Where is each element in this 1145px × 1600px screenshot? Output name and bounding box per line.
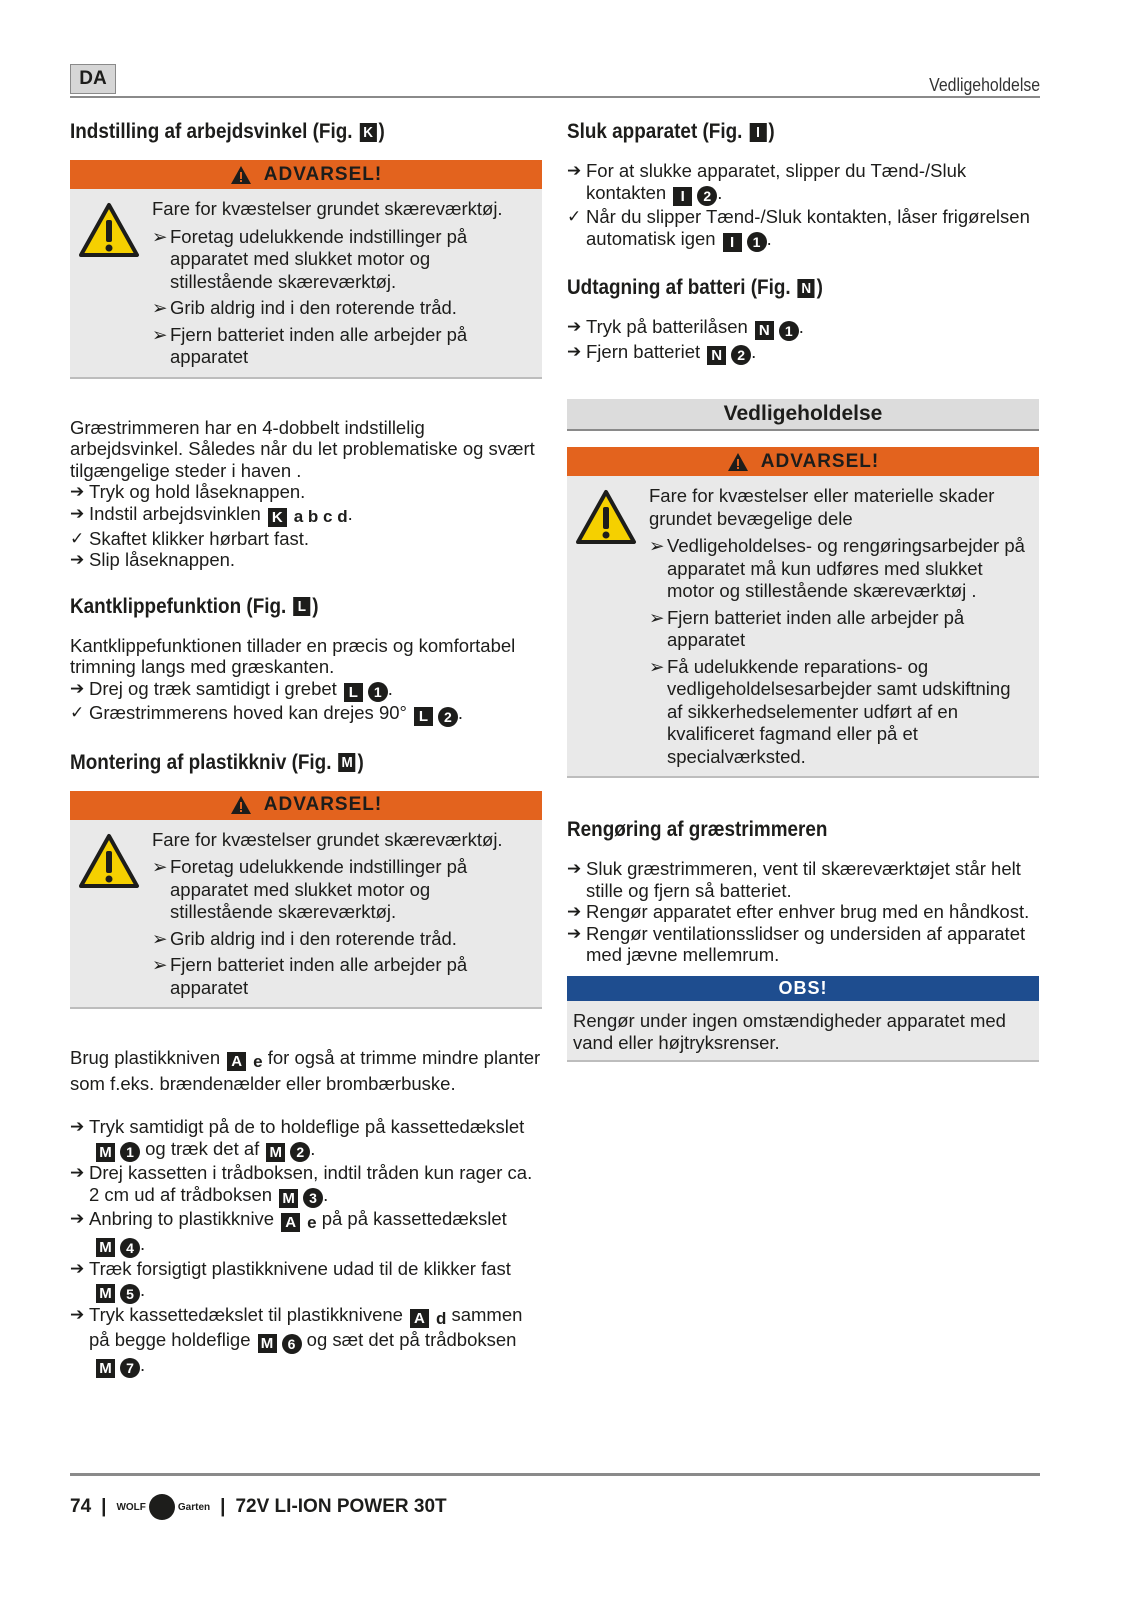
result: Når du slipper Tænd-/Sluk kontakten, låser frigørelsen automatisk igen I 1 . [586,206,1030,251]
notice-box [567,976,1039,1062]
heading-working-angle: Indstilling af arbejdsvinkel (Fig. K ) [70,120,385,143]
warning-sign-icon [78,202,140,258]
warning-intro: Fare for kvæstelser grundet skæreværktøj. [152,198,503,219]
section-title-maintenance: Vedligeholdelse [567,399,1039,431]
step: Sluk græstrimmeren, vent til skæreværktøjet står helt stille og fjern så batteriet. [586,858,1021,901]
warning-header: ADVARSEL! [70,791,542,820]
running-header: Vedligeholdelse [929,75,1040,95]
footer [70,1494,447,1520]
footer-separator: | [220,1496,226,1517]
heading-remove-battery: Udtagning af batteri (Fig. N ) [567,276,823,299]
warning-header: ADVARSEL! [567,447,1039,476]
step: Tryk på batterilåsen N 1 . [586,316,804,339]
warning-item: Grib aldrig ind i den roterende tråd. [170,297,457,318]
warning-item: Grib aldrig ind i den roterende tråd. [170,927,457,949]
heading-cleaning: Rengøring af græstrimmeren [567,818,828,841]
footer-separator: | [101,1496,107,1517]
warning-item: Fjern batteriet inden alle arbejder på apparatet [170,954,468,998]
warning-triangle-icon [230,165,252,185]
step: Tryk samtidigt på de to holdeflige på kassettedækslet M 1 og træk det af M 2 . [89,1116,525,1161]
heading-plastic-knife: Montering af plastikkniv (Fig. M ) [70,750,364,774]
step: Fjern batteriet N 2 . [586,340,757,364]
heading-switch-off: Sluk apparatet (Fig. I ) [567,120,775,143]
left-column: Indstilling af arbejdsvinkel (Fig. K ) ADVARSEL! Fare for kvæstelser grundet skæreværktøj. ➢ Foretag udelukkende indstillinger på apparatet med slukket motor og stillestående skæreværktøj. ➢ Grib aldrig ind i den roterende tråd. ➢ Fjern batteriet inden alle arbejder på apparatet Græstrimmeren har en 4-dobbelt indstillelig arbejdsvinkel. Således når du let problematiske og svært tilgængelige steder i haven . ➔ Tryk og hold låseknappen. ➔ Indstil arbejdsvinklen K a b c d . ✓ Skaftet klikker hørbart fast. ➔ Slip låseknappen. Kantklippefunktion (Fig. L ) Kantklippefunktionen tillader en præcis og komfortabel trimning langs med græskanten. ➔ Drej og træk samtidigt i grebet L 1 . ✓ Græstrimmerens hoved kan drejes 90° L 2 . Montering af plastikkniv (Fig. M ) ADVARSEL! Fare for kvæstelser grundet skæreværktøj. ➢ Foretag udelukkende indstillinger på apparatet med slukket motor og stillestående skæreværktøj. ➢ Grib aldrig ind i den roterende tråd. ➢ Fjern batteriet inden alle arbejder på apparatet Brug plastikkniven A e for også at trimme mindre planter som f.eks. brændenælder eller brombærbuske. ➔ Tryk samtidigt på de to holdeflige på kassettedækslet M 1 og træk det af M 2 . ➔ Drej kassetten i trådboksen, indtil tråden kun rager ca. 2 cm ud af trådboksen M 3 . ➔ Anbring to plastikknive A e på på kassettedækslet M 4 . ➔ Træk forsigtigt plastikknivene udad til de klikker fast M 5 . ➔ Tryk kassettedækslet til plastikknivene A d sammen på begge holdeflige M 6 og sæt det på trådboksen M 7 . [70,120,541,1377]
footer-rule [70,1473,1040,1476]
right-column: Sluk apparatet (Fig. I ) ➔ For at slukke apparatet, slipper du Tænd-/Sluk kontakten I 2 . ✓ Når du slipper Tænd-/Sluk kontakten, låser frigørelsen automatisk igen I 1 . Udtagning af batteri (Fig. N ) ➔ Tryk på batterilåsen N 1 . ➔ Fjern batteriet N 2 . Vedligeholdelse ADVARSEL! Fare for kvæstelser eller materielle skader grundet bevægelige dele ➢ Vedligeholdelses- og rengøringsarbejder på apparatet må kun udføres med slukket motor og stillestående skæreværktøj . ➢ Fjern batteriet inden alle arbejder på apparatet ➢ Få udelukkende reparations- og vedligeholdelsesarbejder samt udskiftning af sikkerhedselementer udført af en kvalificeret fagmand eller på et specialværksted. Rengøring af græstrimmeren ➔ Sluk græstrimmeren, vent til skæreværktøjet står helt stille og fjern så batteriet. ➔ Rengør apparatet efter enhver brug med en håndkost. ➔ Rengør ventilationsslidser og undersiden af apparatet med jævne mellemrum. OBS! Rengør under ingen omstændigheder apparatet med vand eller højtryksrenser. [567,118,1039,1062]
warning-box-2: ADVARSEL! Fare for kvæstelser grundet skæreværktøj. ➢ Foretag udelukkende indstillinger på apparatet med slukket motor og stillestående skæreværktøj. ➢ Grib aldrig ind i den roterende tråd. ➢ Fjern batteriet inden alle arbejder på apparatet [70,791,542,1010]
warning-item: Foretag udelukkende indstillinger på apparatet med slukket motor og stillestående skæreværktøj. [170,856,468,923]
warning-item: Foretag udelukkende indstillinger på apparatet med slukket motor og stillestående skæreværktøj. [170,225,468,292]
step: Træk forsigtigt plastikknivene udad til de klikker fast M 5 . [89,1257,511,1303]
step: Drej og træk samtidigt i grebet L 1 . [89,677,393,701]
warning-item: Vedligeholdelses- og rengøringsarbejder på apparatet må kun udføres med slukket motor og stillestående skæreværktøj . [667,535,1025,601]
header-rule [70,96,1040,98]
result: Skaftet klikker hørbart fast. [89,527,310,549]
notice-header: OBS! [567,976,1039,1001]
step: Tryk og hold låseknappen. [89,481,306,502]
warning-triangle-icon [230,795,252,815]
warning-triangle-icon [727,452,749,472]
step: Slip låseknappen. [89,549,236,571]
language-tag: DA [70,64,116,94]
step: Rengør ventilationsslidser og undersiden af apparatet med jævne mellemrum. [586,922,1026,965]
step: Rengør apparatet efter enhver brug med en håndkost. [586,901,1030,922]
page-number: 74 [70,1496,92,1517]
product-name: 72V LI-ION POWER 30T [235,1496,447,1517]
warning-item: Få udelukkende reparations- og vedligeholdelsesarbejder samt udskiftning af sikkerhedselementer udført af en kvalificeret fagmand eller på et specialværksted. [667,655,1011,767]
heading-edge-trim: Kantklippefunktion (Fig. L ) [70,594,319,618]
notice-text: Rengør under ingen omstændigheder apparatet med vand eller højtryksrenser. [573,1009,1006,1053]
wolf-head-icon [149,1494,175,1520]
figure-ref: K [360,123,377,142]
paragraph: Græstrimmeren har en 4-dobbelt indstillelig arbejdsvinkel. Således når du let problematiske og svært tilgængelige steder i haven . [70,416,535,481]
warning-item: Fjern batteriet inden alle arbejder på apparatet [667,606,965,650]
warning-intro: Fare for kvæstelser eller materielle skader grundet bevægelige dele [649,485,995,529]
paragraph: Brug plastikkniven A e for også at trimme mindre planter som f.eks. brændenælder eller brombærbuske. [70,1047,541,1094]
warning-header: ADVARSEL! [70,160,542,189]
warning-box-1: ADVARSEL! Fare for kvæstelser grundet skæreværktøj. ➢ Foretag udelukkende indstillinger på apparatet med slukket motor og stillestående skæreværktøj. ➢ Grib aldrig ind i den roterende tråd. ➢ Fjern batteriet inden alle arbejder på apparatet [70,160,542,379]
step: Tryk kassettedækslet til plastikknivene A d sammen på begge holdeflige M 6 og sæt det på trådboksen M 7 . [89,1303,523,1377]
brand-logo: WOLF Garten [116,1494,210,1520]
warning-item: Fjern batteriet inden alle arbejder på apparatet [170,323,468,367]
step: For at slukke apparatet, slipper du Tænd-/Sluk kontakten I 2 . [586,160,967,205]
paragraph: Kantklippefunktionen tillader en præcis og komfortabel trimning langs med græskanten. [70,634,516,678]
step: Indstil arbejdsvinklen K a b c d . [89,502,353,527]
warning-box-3: ADVARSEL! Fare for kvæstelser eller materielle skader grundet bevægelige dele ➢ Vedligeholdelses- og rengøringsarbejder på apparatet må kun udføres med slukket motor og stillestående skæreværktøj . ➢ Fjern batteriet inden alle arbejder på apparatet ➢ Få udelukkende reparations- og vedligeholdelsesarbejder samt udskiftning af sikkerhedselementer udført af en kvalificeret fagmand eller på et specialværksted. [567,447,1039,778]
warning-sign-icon [575,489,637,545]
warning-intro: Fare for kvæstelser grundet skæreværktøj. [152,828,503,850]
result: Græstrimmerens hoved kan drejes 90° L 2 . [89,702,464,726]
step: Drej kassetten i trådboksen, indtil tråden kun rager ca. 2 cm ud af trådboksen M 3 . [89,1162,533,1207]
step: Anbring to plastikknive A e på på kassettedækslet M 4 . [89,1208,507,1257]
warning-sign-icon [78,833,140,889]
